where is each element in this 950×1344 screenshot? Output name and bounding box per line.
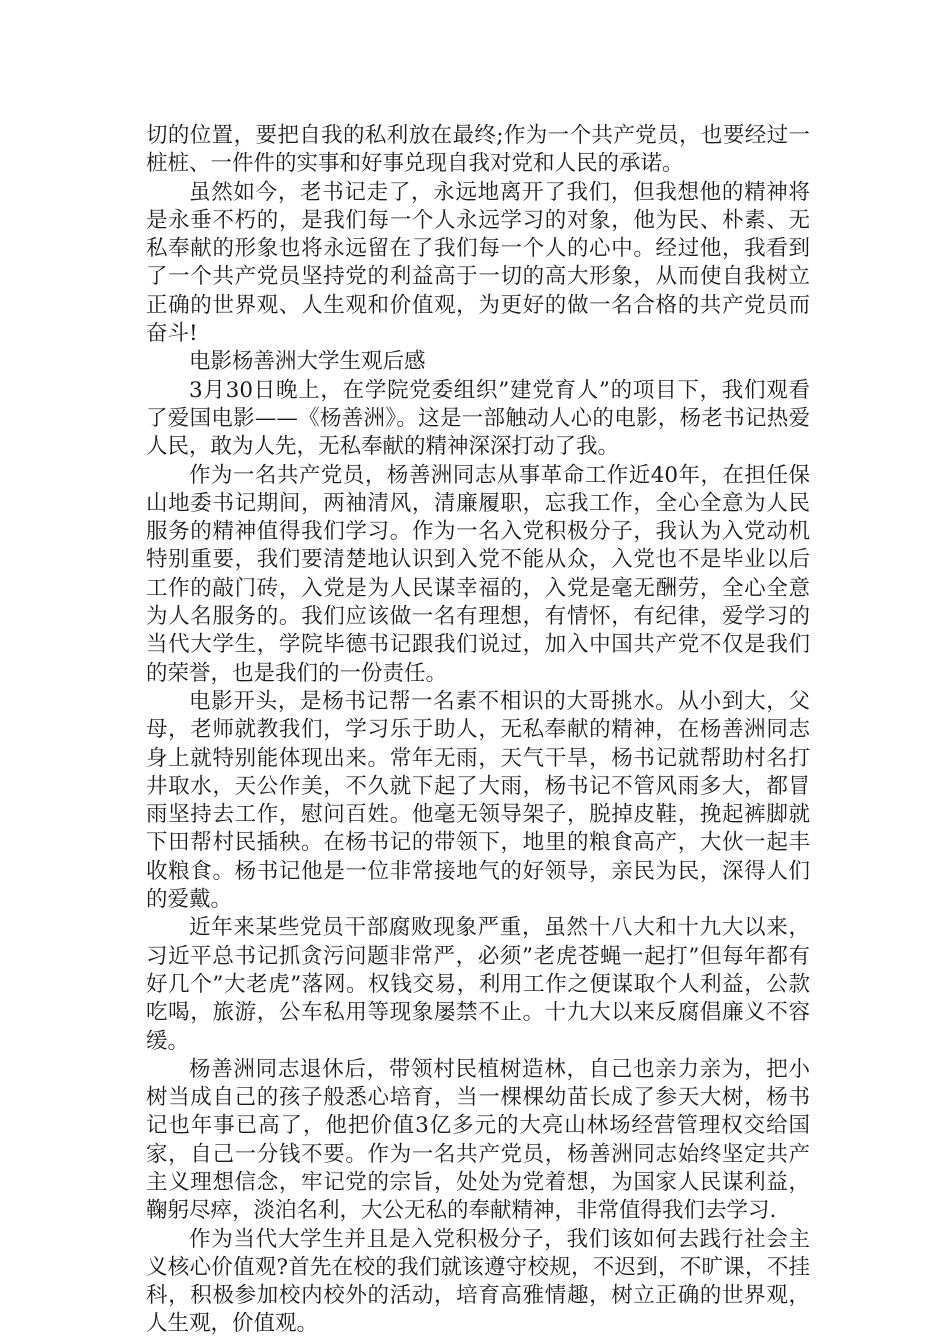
- paragraph: 作为一名共产党员，杨善洲同志从事革命工作近40年，在担任保山地委书记期间，两袖清风，清廉履职，忘我工作，全心全意为人民服务的精神值得我们学习。作为一名入党积极分子，我认为入党动机特别重要，我们要清楚地认识到入党不能从众，入党也不是毕业以后工作的敲门砖，入党是为人民谋幸福的，入党是毫无酬劳，全心全意为人名服务的。我们应该做一名有理想，有情怀，有纪律，爱学习的当代大学生，学院毕德书记跟我们说过，加入中国共产党不仅是我们的荣誉，也是我们的一份责任。: [146, 462, 810, 686]
- paragraph: 作为当代大学生并且是入党积极分子，我们该如何去践行社会主义核心价值观?首先在校的我们就该遵守校规，不迟到，不旷课，不挂科，积极参加校内校外的活动，培育高雅情趣，树立正确的世界观，人生观，价值观。: [146, 1226, 810, 1337]
- paragraph: 杨善洲同志退休后，带领村民植树造林，自己也亲力亲为，把小树当成自己的孩子般悉心培育，当一棵棵幼苗长成了参天大树，杨书记也年事已高了，他把价值3亿多元的大亮山林场经营管理权交给国家，自己一分钱不要。作为一名共产党员，杨善洲同志始终坚定共产主义理想信念，牢记党的宗旨，处处为党着想，为国家人民谋利益，鞠躬尽瘁，淡泊名利，大公无私的奉献精神，非常值得我们去学习.: [146, 1056, 810, 1224]
- paragraph: 近年来某些党员干部腐败现象严重，虽然十八大和十九大以来，习近平总书记抓贪污问题非常严，必须”老虎苍蝇一起打”但每年都有好几个”大老虎”落网。权钱交易，利用工作之便谋取个人利益，公款吃喝，旅游，公车私用等现象屡禁不止。十九大以来反腐倡廉义不容缓。: [146, 915, 810, 1054]
- section-title: 电影杨善洲大学生观后感: [189, 349, 426, 375]
- document-body: [146, 122, 810, 1339]
- paragraph: 3月30日晚上，在学院党委组织”建党育人”的项目下，我们观看了爱国电影——《杨善洲》。这是一部触动人心的电影，杨老书记热爱人民，敢为人先，无私奉献的精神深深打动了我。: [146, 377, 810, 460]
- paragraph-continuation: 切的位置，要把自我的私利放在最终;作为一个共产党员，也要经过一桩桩、一件件的实事和好事兑现自我对党和人民的承诺。: [146, 123, 810, 177]
- paragraph: 虽然如今，老书记走了，永远地离开了我们，但我想他的精神将是永垂不朽的，是我们每一个人永远学习的对象，他为民、朴素、无私奉献的形象也将永远留在了我们每一个人的心中。经过他，我看到了一个共产党员坚持党的利益高于一切的高大形象，从而使自我树立正确的世界观、人生观和价值观，为更好的做一名合格的共产党员而奋斗!: [146, 179, 810, 347]
- paragraph: 电影开头，是杨书记帮一名素不相识的大哥挑水。从小到大，父母，老师就教我们，学习乐于助人，无私奉献的精神，在杨善洲同志身上就特别能体现出来。常年无雨，天气干旱，杨书记就帮助村名打井取水，天公作美，不久就下起了大雨，杨书记不管风雨多大，都冒雨坚持去工作，慰问百姓。他毫无领导架子，脱掉皮鞋，挽起裤脚就下田帮村民插秧。在杨书记的带领下，地里的粮食高产，大伙一起丰收粮食。杨书记他是一位非常接地气的好领导，亲民为民，深得人们的爱戴。: [146, 688, 810, 913]
